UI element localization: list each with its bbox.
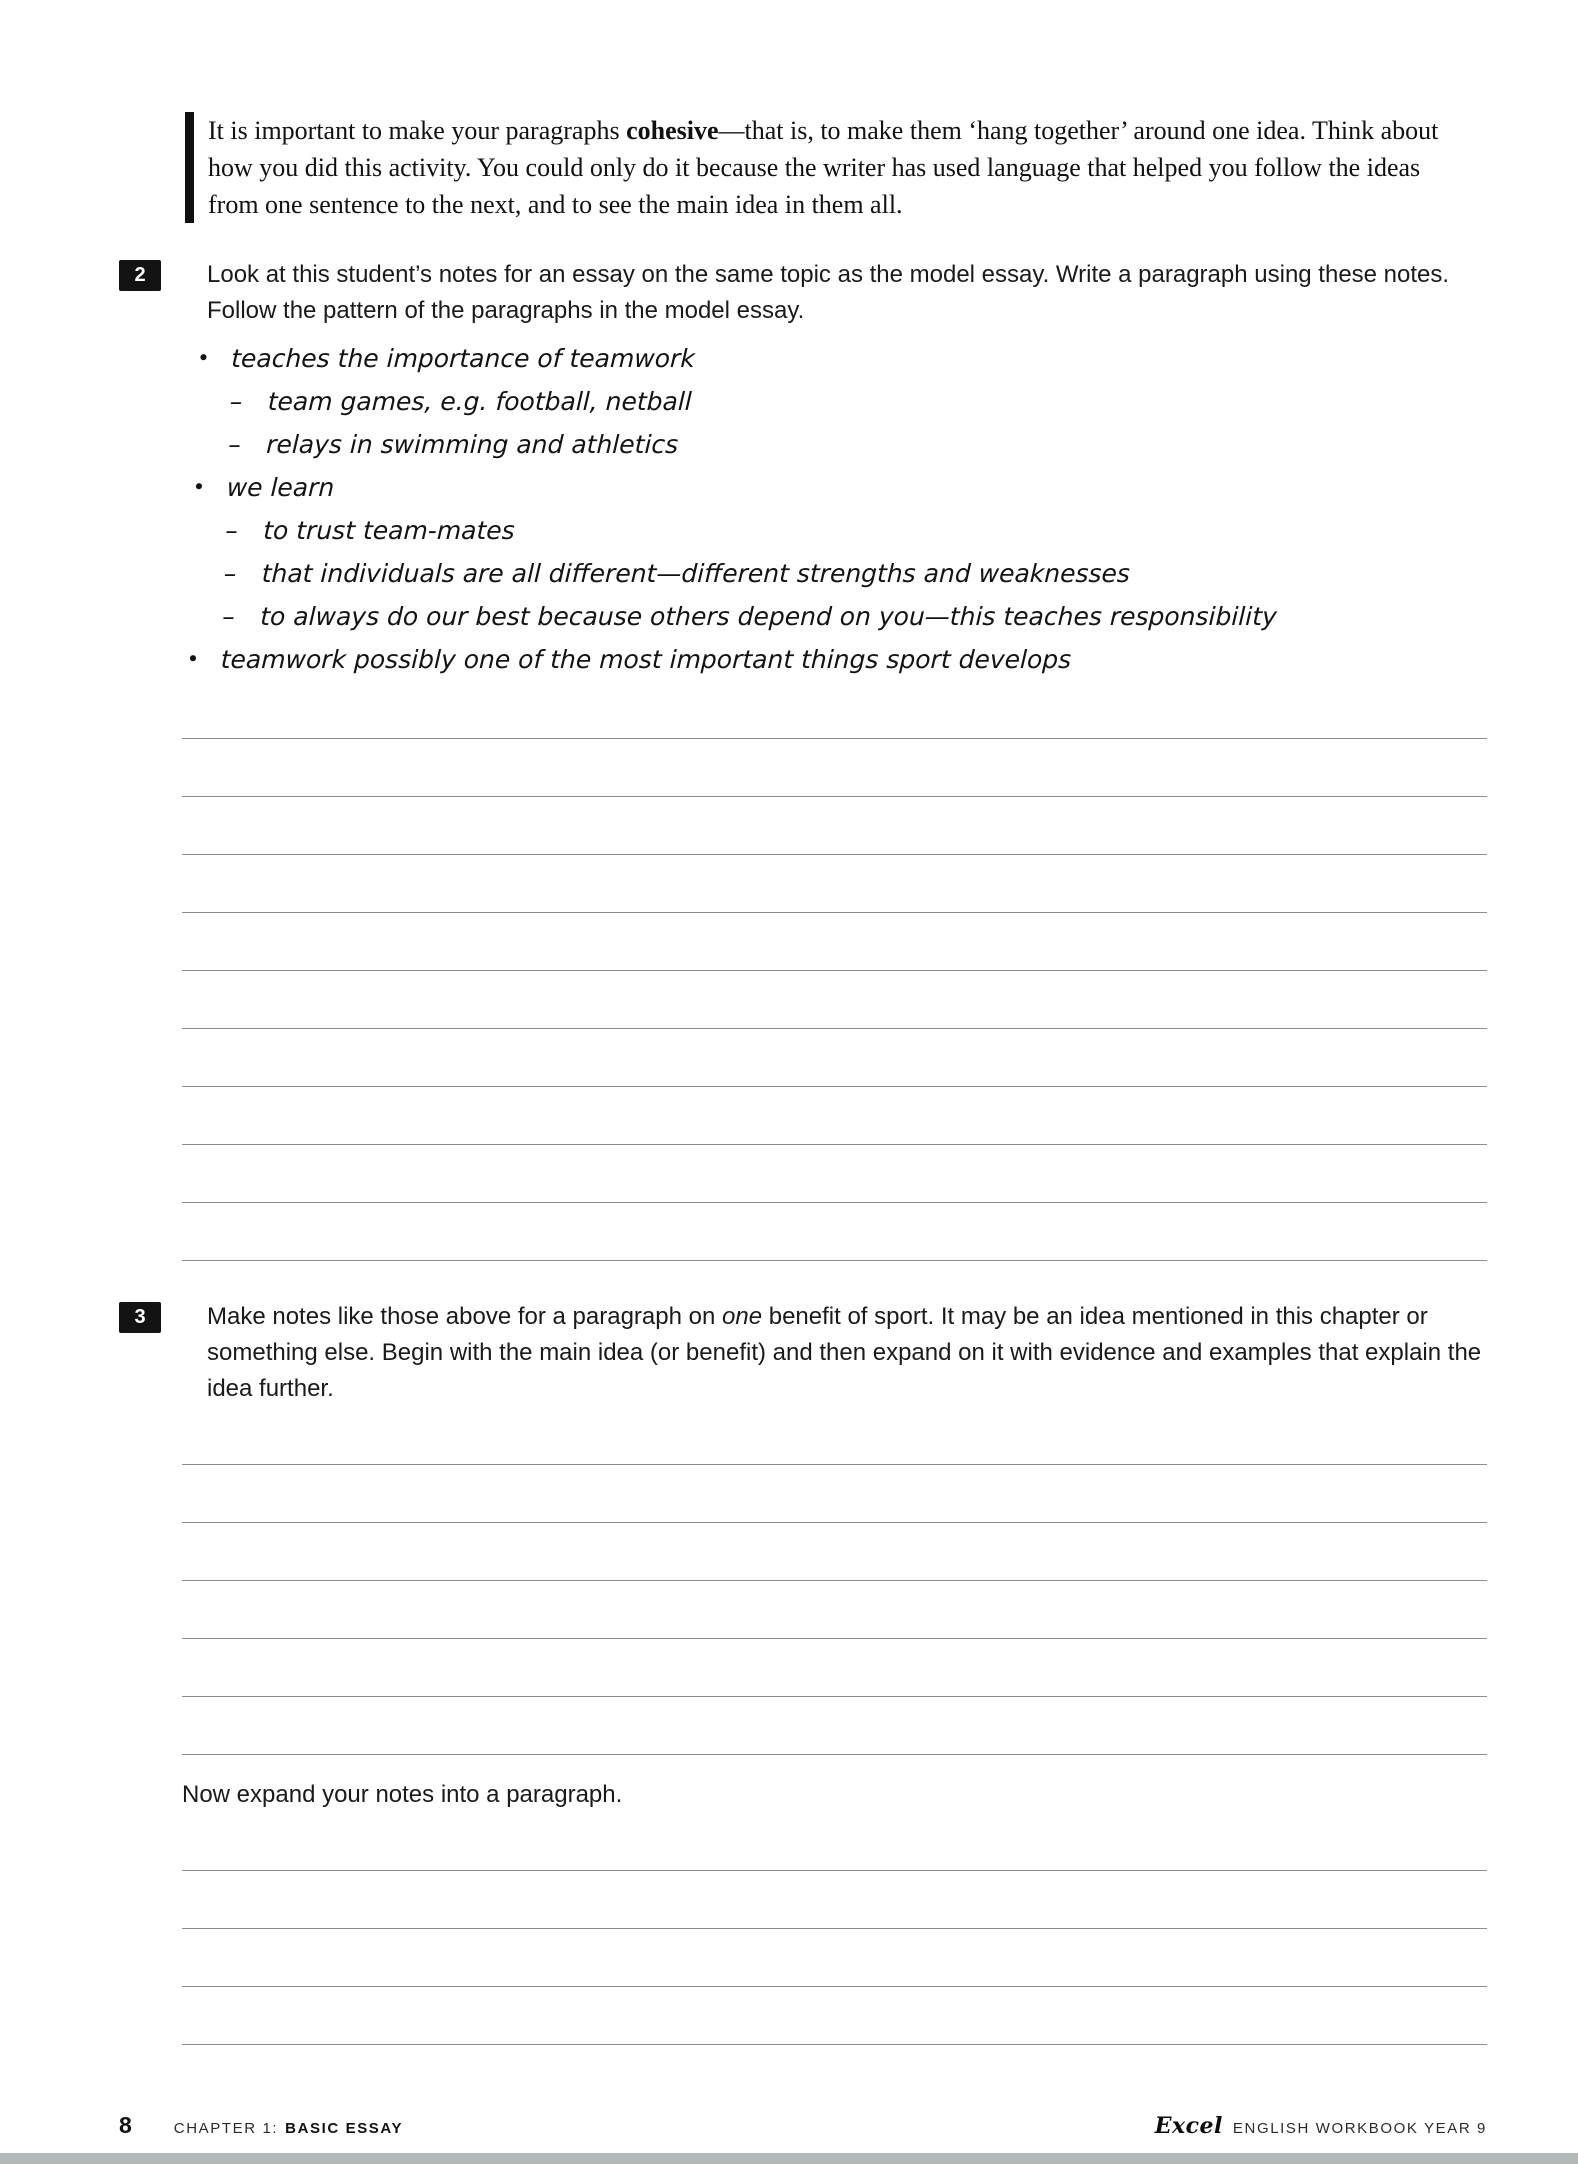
writing-line	[182, 1203, 1487, 1261]
callout-text-part2: —that is, to make them ‘hang together’ around one idea. Think about how you did this activity. You could only do it because the writer has used language that helped you follow the ideas from one sentence to the next, and to see the main idea in them all.	[208, 116, 1439, 219]
writing-line	[182, 1929, 1487, 1987]
bullet-icon: •	[196, 346, 211, 370]
q2-answer-lines	[182, 681, 1487, 1261]
chapter-label: CHAPTER 1:	[173, 2120, 279, 2137]
note-text: we learn	[226, 473, 335, 502]
page-footer	[119, 2112, 1487, 2139]
writing-line	[182, 739, 1487, 797]
note-text: to trust team-mates	[262, 516, 516, 545]
writing-line	[182, 681, 1487, 739]
q3-paragraph-lines	[182, 1813, 1487, 2045]
question-2-prompt: Look at this student’s notes for an essay on the same topic as the model essay. Write a paragraph using these notes. Follow the pattern of the paragraphs in the model essay.	[207, 261, 1450, 324]
dash-icon: –	[227, 430, 242, 459]
writing-line	[182, 1407, 1487, 1465]
footer-left	[119, 2112, 403, 2139]
question-3	[119, 1299, 1487, 1407]
note-text: that individuals are all different—different strengths and weaknesses	[261, 559, 1131, 588]
note-sub-item	[190, 509, 1578, 552]
writing-line	[182, 1087, 1487, 1145]
writing-line	[182, 913, 1487, 971]
bullet-icon: •	[186, 647, 200, 671]
note-sub-item	[194, 423, 1578, 466]
note-bullet-item	[197, 337, 1578, 380]
q3-notes-lines	[182, 1407, 1487, 1755]
writing-line	[182, 1145, 1487, 1203]
q3-prompt-italic-word: one	[722, 1303, 763, 1330]
question-2-badge: 2	[119, 260, 161, 291]
note-sub-item	[189, 552, 1577, 595]
question-3-badge: 3	[119, 1302, 161, 1333]
callout-bold-word: cohesive	[626, 116, 719, 145]
writing-line	[182, 1465, 1487, 1523]
question-2	[119, 257, 1487, 329]
note-sub-item	[195, 380, 1578, 423]
page-number: 8	[119, 2112, 132, 2138]
note-text: relays in swimming and athletics	[265, 430, 679, 459]
writing-line	[182, 1639, 1487, 1697]
dash-icon: –	[221, 602, 236, 631]
writing-line	[182, 1697, 1487, 1755]
footer-right	[1155, 2113, 1487, 2139]
chapter-title: BASIC ESSAY	[285, 2120, 404, 2137]
cohesive-tip-callout	[185, 112, 1460, 223]
writing-line	[182, 797, 1487, 855]
question-3-prompt	[207, 1299, 1487, 1407]
writing-line	[182, 855, 1487, 913]
expand-instruction: Now expand your notes into a paragraph.	[182, 1781, 623, 1808]
scan-edge-strip	[0, 2153, 1578, 2164]
note-sub-item	[187, 595, 1575, 638]
note-text: team games, e.g. football, netball	[267, 387, 693, 416]
note-text: teaches the importance of teamwork	[230, 344, 696, 373]
writing-line	[182, 1523, 1487, 1581]
writing-line	[182, 1871, 1487, 1929]
note-bullet-item	[192, 466, 1578, 509]
bullet-icon: •	[192, 475, 206, 499]
writing-line	[182, 1581, 1487, 1639]
dash-icon: –	[229, 387, 243, 416]
brand-logo: Excel	[1154, 2113, 1223, 2139]
dash-icon: –	[224, 516, 239, 545]
note-text: teamwork possibly one of the most important things sport develops	[220, 645, 1072, 674]
dash-icon: –	[223, 559, 237, 588]
q3-prompt-part2: benefit of sport. It may be an idea mentioned in this chapter or something else. Begin with the main idea (or benefit) and then expand on it with evidence and examples that explain the idea further.	[207, 1303, 1482, 1402]
writing-line	[182, 1029, 1487, 1087]
writing-line	[182, 1987, 1487, 2045]
writing-line	[182, 1813, 1487, 1871]
callout-text-part1: It is important to make your paragraphs	[208, 116, 627, 145]
book-title: ENGLISH WORKBOOK YEAR 9	[1232, 2120, 1487, 2137]
note-bullet-item	[186, 638, 1574, 681]
note-text: to always do our best because others depend on you—this teaches responsibility	[259, 602, 1278, 631]
q3-prompt-part1: Make notes like those above for a paragraph on	[207, 1303, 722, 1330]
writing-line	[182, 971, 1487, 1029]
student-notes	[186, 337, 1578, 681]
